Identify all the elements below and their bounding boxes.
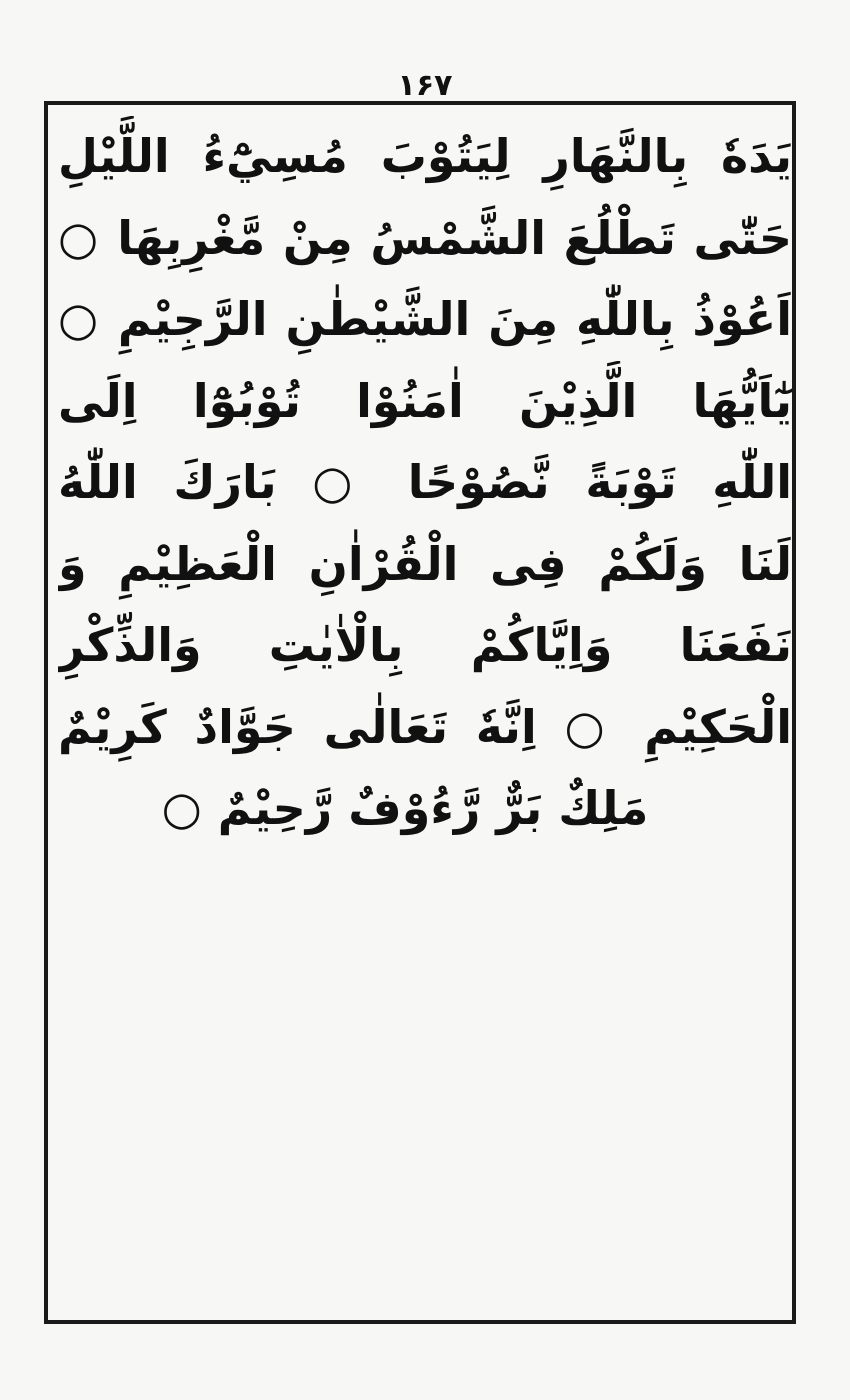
- text-line: الْحَكِيْمِ ○ اِنَّهٗ تَعَالٰى جَوَّادٌ كَرِيْمٌ: [58, 699, 792, 754]
- arabic-text-block: [58, 116, 792, 850]
- text-line: اللّٰهِ تَوْبَةً نَّصُوْحًا ○ بَارَكَ اللّٰهُ: [58, 455, 792, 509]
- page-number: ۱۶۷: [397, 68, 453, 103]
- text-line: يَدَهٗ بِالنَّهَارِ لِيَتُوْبَ مُسِيْٓءُ اللَّيْلِ: [58, 129, 792, 183]
- text-line: لَنَا وَلَكُمْ فِى الْقُرْاٰنِ الْعَظِيْمِ وَ: [58, 536, 792, 591]
- text-line: مَلِكٌ بَرٌّ رَّءُوْفٌ رَّحِيْمٌ ○: [161, 781, 649, 835]
- text-line: اَعُوْذُ بِاللّٰهِ مِنَ الشَّيْطٰنِ الرَّجِيْمِ ○: [58, 292, 792, 346]
- text-line: يٰٓاَيُّهَا الَّذِيْنَ اٰمَنُوْا تُوْبُوْٓا اِلَى: [58, 373, 792, 428]
- text-line: نَفَعَنَا وَاِيَّاكُمْ بِالْاٰيٰتِ وَالذِّكْرِ: [58, 618, 792, 672]
- text-line: حَتّٰى تَطْلُعَ الشَّمْسُ مِنْ مَّغْرِبِهَا ○: [58, 210, 792, 265]
